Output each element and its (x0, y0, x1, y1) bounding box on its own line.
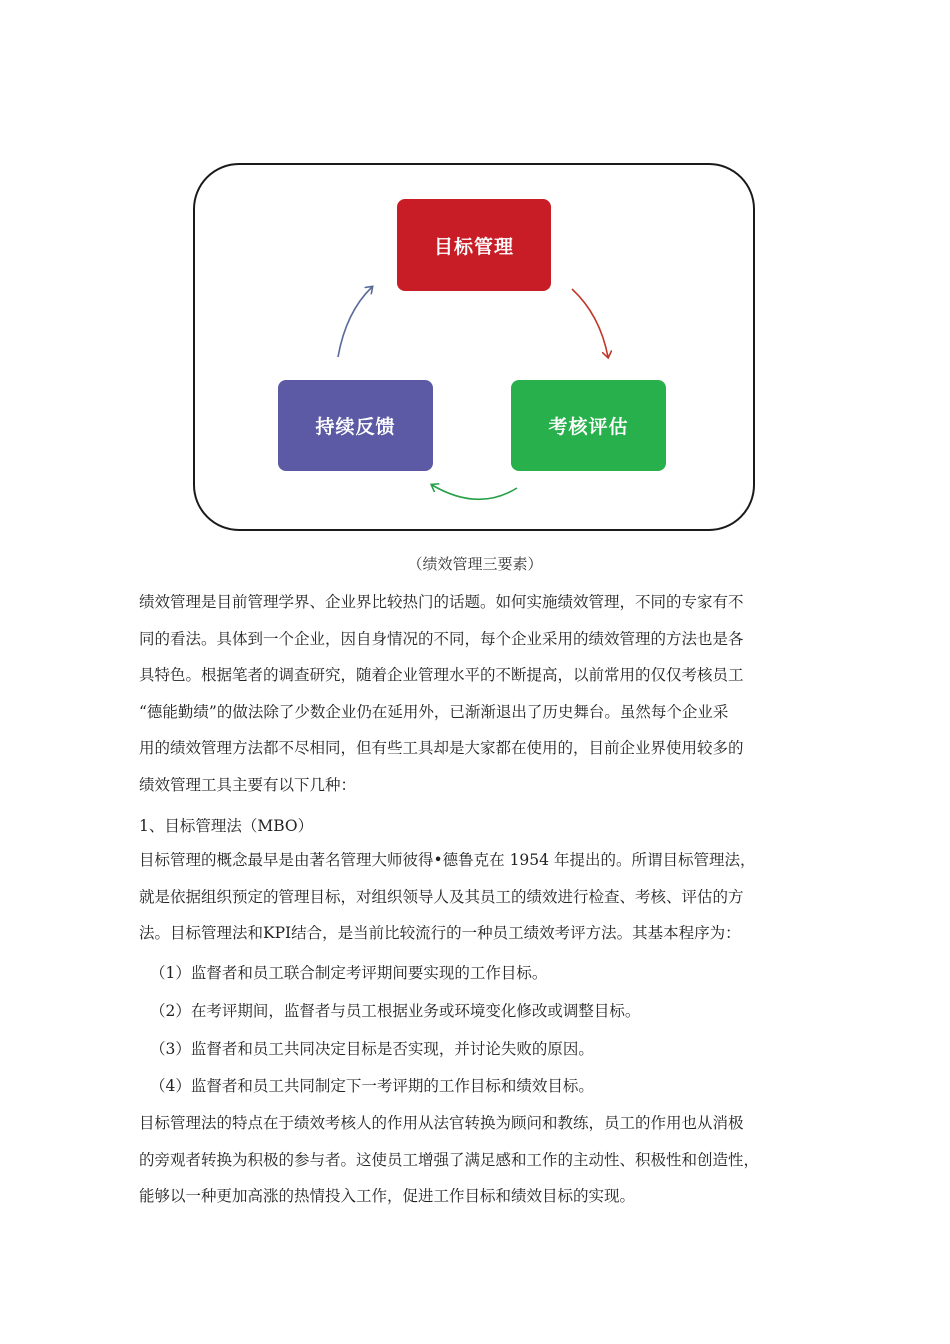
step-item: （3）监督者和员工共同决定目标是否实现，并讨论失败的原因。 (150, 1040, 594, 1058)
closing-paragraph (139, 1105, 839, 1215)
intro-line: 同的看法。具体到一个企业，因自身情况的不同，每个企业采用的绩效管理的方法也是各 (139, 629, 744, 648)
node-goal-management: 目标管理 (397, 199, 551, 291)
intro-line: “德能勤绩”的做法除了少数企业仍在延用外，已渐渐退出了历史舞台。虽然每个企业采 (139, 702, 729, 721)
diagram-caption: （绩效管理三要素） (407, 555, 543, 573)
intro-line: 具特色。根据笔者的调查研究，随着企业管理水平的不断提高，以前常用的仅仅考核员工 (139, 666, 744, 685)
node-assessment-evaluation: 考核评估 (511, 380, 666, 471)
section-heading: 1、目标管理法（MBO） (139, 817, 314, 835)
step-item: （2）在考评期间，监督者与员工根据业务或环境变化修改或调整目标。 (150, 1002, 641, 1020)
node-continuous-feedback: 持续反馈 (278, 380, 433, 471)
step-item: （1）监督者和员工联合制定考评期间要实现的工作目标。 (150, 964, 548, 982)
intro-line: 绩效管理工具主要有以下几种： (139, 775, 357, 794)
mbo-line: 就是依据组织预定的管理目标，对组织领导人及其员工的绩效进行检查、考核、评估的方 (139, 887, 744, 906)
mbo-line: 法。目标管理法和KPI结合，是当前比较流行的一种员工绩效考评方法。其基本程序为： (139, 924, 741, 943)
intro-line: 用的绩效管理方法都不尽相同，但有些工具却是大家都在使用的，目前企业界使用较多的 (139, 739, 744, 758)
intro-paragraph (139, 584, 839, 804)
mbo-paragraph (139, 842, 839, 952)
mbo-line: 目标管理的概念最早是由著名管理大师彼得•德鲁克在 1954 年提出的。所谓目标管理法， (139, 851, 756, 869)
closing-line: 能够以一种更加高涨的热情投入工作，促进工作目标和绩效目标的实现。 (139, 1187, 636, 1206)
intro-line: 绩效管理是目前管理学界、企业界比较热门的话题。如何实施绩效管理，不同的专家有不 (139, 593, 744, 611)
step-item: （4）监督者和员工共同制定下一考评期的工作目标和绩效目标。 (150, 1077, 594, 1095)
closing-line: 的旁观者转换为积极的参与者。这使员工增强了满足感和工作的主动性、积极性和创造性， (139, 1150, 760, 1169)
closing-line: 目标管理法的特点在于绩效考核人的作用从法官转换为顾问和教练，员工的作用也从消极 (139, 1114, 744, 1132)
